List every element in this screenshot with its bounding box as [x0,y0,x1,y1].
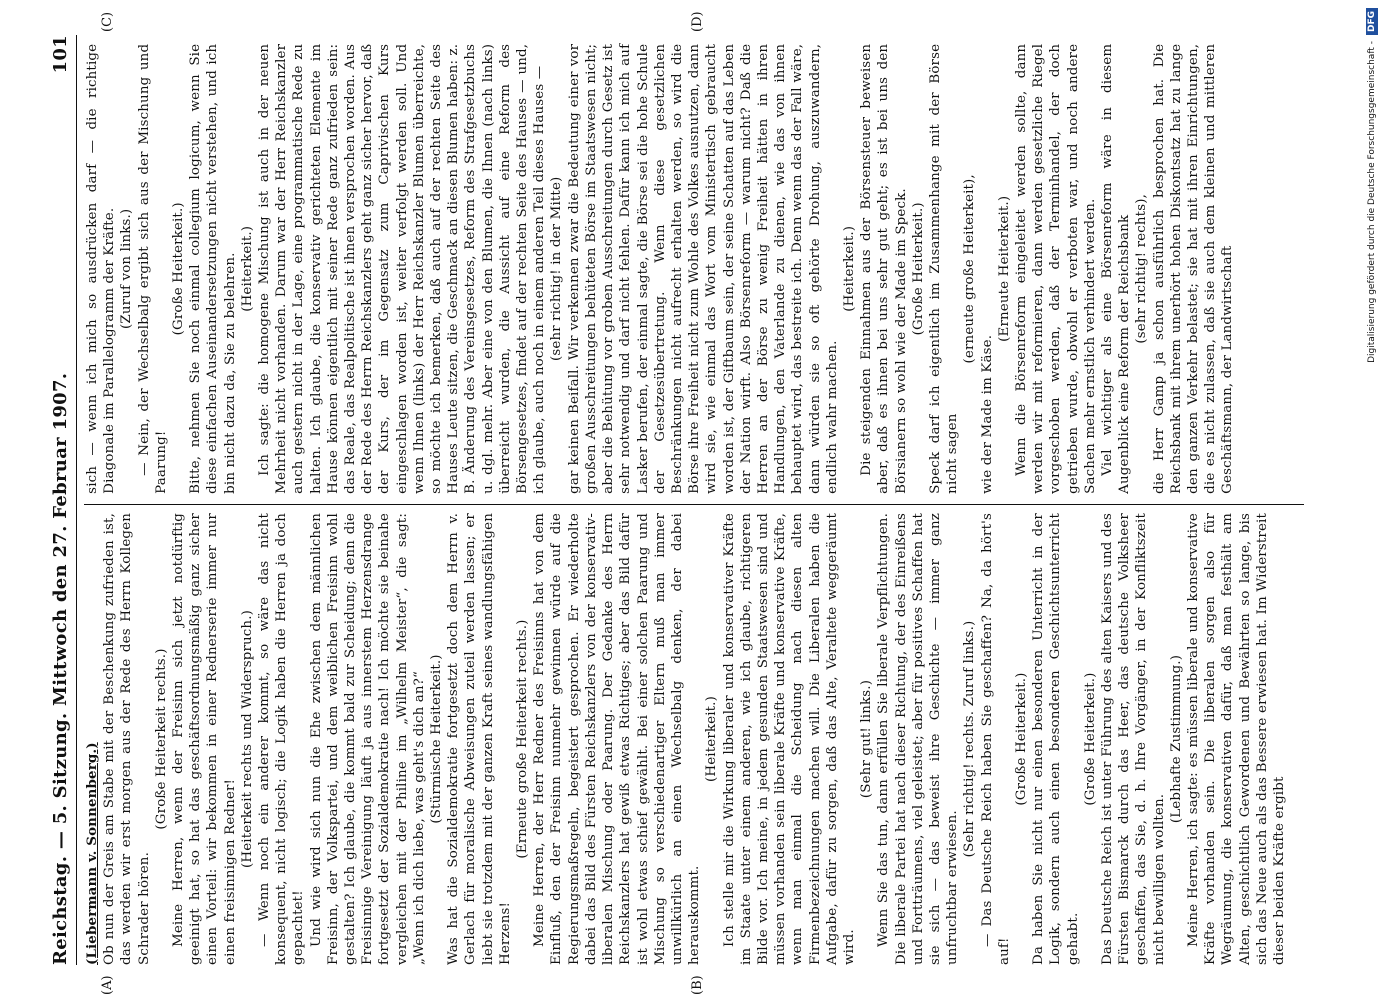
paragraph: die Herr Gamp ja schon ausführlich besprochen hat. Die Reichsbank mit ihrem unerhört hohen Diskontsatz hat zu lange den ganzen Verkehr belastet; sie hat mit ihren Einrichtungen, die es nicht zulassen, daß sie auch dem kleinen und mittleren Geschäftsmann, der Landwirtschaft [1151,43,1236,494]
right-column [84,44,1304,504]
speaker-name: (Liebermann v. Sonnenberg.) [84,742,100,965]
paragraph: Ich sagte: die homogene Mischung ist auch in der neuen Mehrheit nicht vorhanden. Darum war der Herr Reichskanzler auch gestern nicht in der Lage, eine programmatische Rede zu halten. Ich glaube, die konservativ gerichteten Elemente im Hause können eigentlich mit seiner Rede ganz zufrieden sein: das Reale, das Realpolitische ist ihnen versprochen worden. Aus der Rede des Herrn Reichskanzlers geht ganz sicher hervor, daß der Kurs, der im Gegensatz zum Caprivischen Kurs eingeschlagen worden ist, weiter verfolgt werden soll. Und wenn Ihnen (links) der Herr Reichskanzler Blumen überreichte, so möchte ich bemerken, daß auch auf der rechten Seite des Hauses Leute sitzen, die Geschmack an diesen Blumen haben: z. B. Änderung des Vereinsgesetzes, Reform des Strafgesetzbuchs u. dgl. mehr. Aber eine von den Blumen, die Ihnen (nach links) überreicht wurden, die Aussicht auf eine Reform des Börsengesetzes, findet auf der rechten Seite des Hauses — und, ich glaube, auch noch in einem anderen Teil dieses Hauses — [257,43,548,494]
interjection: (Heiterkeit rechts und Widerspruch.) [239,610,255,868]
margin-letter-a: (A) [100,975,115,995]
interjection: (Sehr richtig! rechts. Zuruf links.) [962,620,978,858]
interjection: (Heiterkeit.) [841,225,857,312]
paragraph: — Nein, der Wechselbalg ergibt sich aus der Mischung und Paarung! [136,43,169,494]
interjection: (sehr richtig! rechts), [1134,194,1150,344]
paragraph: Wenn Sie das tun, dann erfüllen Sie liberale Verpflichtungen. Die liberale Partei hat nach dieser Richtung, der des Einreißens und Fortträumens, viel geleistet; aber für positives Schaffen hat sie sich — das beweist ihre Geschichte — immer ganz unfruchtbar erwiesen. [876,513,961,965]
header-title: Reichstag. — 5. Sitzung. Mittwoch den 27. Februar 1907. [50,372,71,965]
paragraph: Ob nun der Greis am Stabe mit der Beschenkung zufrieden ist, das werden wir erst morgen aus der Rede des Herrn Kollegen Schrader hören. [102,513,152,965]
margin-letter-b: (B) [690,975,705,995]
interjection: (Stürmische Heiterkeit.) [429,654,445,824]
paragraph: Was hat die Sozialdemokratie fortgesetzt doch dem Herrn v. Gerlach für moralische Abweisungen zuteil werden lassen; er liebt sie trotzdem mit der ganzen Kraft seines wandlungsfähigen Herzens! [446,513,513,965]
interjection: (Große Heiterkeit.) [1013,672,1029,806]
margin-letter-c: (C) [100,11,115,32]
dfg-logo: DFG [1366,8,1378,35]
paragraph: Und wie wird sich nun die Ehe zwischen dem männlichen Freisinn, der Volkspartei, und dem weiblichen Freisinn wohl gestalten? Ich glaube, die kommt bald zur Scheidung; denn die Freisinnige Vereinigung läuft ja aus innerstem Herzensdrange fortgesetzt der Sozialdemokratie nach! Ich möchte sie beinahe vergleichen mit der Philine im „Wilhelm Meister“, die sagt: „Wenn ich dich liebe, was geht's dich an?“ [308,513,427,965]
paragraph: Meine Herren, wenn der Freisinn sich jetzt notdürftig geeinigt hat, so hat das geschäftsordnungsmäßig ganz sicher einen Vorteil: wir bekommen in einer Rednerserie immer nur einen freisinnigen Redner! [171,513,238,965]
digitization-note: Digitalisierung gefördert durch die Deutsche Forschungsgemeinschaft - [1367,41,1377,363]
paragraph: Wenn die Börsenreform eingeleitet werden sollte, dann werden wir mit reformieren, dann werden gesetzliche Riegel vorgeschoben werden, daß der Terminhandel, der doch getrieben wurde, obwohl er verboten war, und noch andere Sachen mehr ernstlich verhindert werden. [1013,43,1098,494]
paragraph: — Wenn noch ein anderer kommt, so wäre das nicht konsequent, nicht logisch; die Logik haben die Herren ja doch gepachtet! [257,513,307,965]
page-content [50,11,1310,995]
paragraph: — Das Deutsche Reich haben Sie geschaffen? Na, da hört's auf! [979,513,1012,965]
interjection: (Erneute große Heiterkeit rechts.) [515,619,531,859]
paragraph: wie der Made im Käse. [979,334,995,494]
margin-letter-d: (D) [690,11,705,32]
paragraph: Ich stelle mir die Wirkung liberaler und konservativer Kräfte im Staate unter einem anderen, wie ich glaube, richtigeren Bilde vor. Ich meine, in jedem gesunden Staatswesen sind und müssen vorhanden sein liberale Kräfte und konservative Kräfte, wenn man einmal die Scheidung nach diesen alten Firmenbezeichnungen machen will. Die Liberalen haben die Aufgabe, dafür zu sorgen, daß das Alte, Veraltete weggeräumt wird. [721,513,857,965]
interjection: (Große Heiterkeit rechts.) [153,648,169,830]
interjection: (Erneute Heiterkeit.) [996,195,1012,342]
paragraph: Bitte, nehmen Sie noch einmal collegium logicum, wenn Sie diese einfachen Auseinandersetzungen nicht verstehen, und ich bin nicht dazu da, Sie zu belehren. [188,43,238,494]
paragraph: Das Deutsche Reich ist unter Führung des alten Kaisers und des Fürsten Bismarck durch das Heer, das deutsche Volksheer geschaffen, das Sie, d. h. Ihre Vorgänger, in der Konfliktszeit nicht bewilligen wollten. [1099,513,1167,965]
interjection: (Große Heiterkeit.) [1082,672,1098,806]
interjection: (Große Heiterkeit.) [910,202,926,336]
side-note [1365,8,1379,992]
page-number: 101 [50,35,71,74]
page-header [50,35,77,965]
paragraph: Viel wichtiger als eine Börsenreform wäre in diesem Augenblick eine Reform der Reichsbank [1099,43,1133,494]
interjection: (Lebhafte Zustimmung.) [1168,654,1184,824]
interjection: (erneute große Heiterkeit), [962,174,978,364]
paragraph: Da haben Sie nicht nur einen besonderen Unterricht in der Logik, sondern auch einen besonderen Geschichtsunterricht gehabt. [1031,513,1081,965]
paragraph: gar keinen Beifall. Wir verkennen zwar die Bedeutung einer vor großen Ausschreitungen behüteten Börse im Staatswesen nicht; aber die Behütung vor groben Ausschreitungen durch Gesetz ist sehr notwendig und darf nicht fehlen. Dafür kann ich mich auf Lasker berufen, der einmal sagte, die Börse sei die hohe Schule der Gesetzesübertretung. Wenn diese gesetzlichen Beschränkungen nicht aufrecht erhalten werden, so wird die Börse ihre Freiheit nicht zum Wohle des Volkes ausnutzen, dann wird sie, wie einmal das Wort vom Ministertisch gebraucht worden ist, der Giftbaum sein, der seine Schatten auf das Leben der Nation wirft. Also Börsenreform — warum nicht? Daß die Herren an der Börse zu wenig Freiheit hätten in ihren Handlungen, den Vaterlande zu dienen, wie das von ihnen behauptet wird, das bestreite ich. Denn wenn das der Fall wäre, dann würden sie so oft gehörte Drohung, auszuwandern, endlich wahr machen. [566,43,840,494]
interjection: (sehr richtig! in der Mitte) [549,176,565,362]
interjection: (Große Heiterkeit.) [171,202,187,336]
columns [84,35,1304,965]
paragraph: Speck darf ich eigentlich im Zusammenhange mit der Börse nicht sagen [927,43,961,494]
interjection: (Heiterkeit.) [704,696,720,782]
left-column [84,505,1304,965]
interjection: (Sehr gut! links.) [859,679,875,799]
paragraph: sich — wenn ich mich so ausdrücken darf — die richtige Diagonale im Parallelogramm der Kräfte. [85,43,118,494]
paragraph: Die steigenden Einnahmen aus der Börsensteuer beweisen aber, daß es ihnen bei uns sehr gut geht; es ist bei uns den Börsianern so wohl wie der Made im Speck. [859,43,909,494]
paragraph: Meine Herren, ich sagte: es müssen liberale und konservative Kräfte vorhanden sein. Die liberalen sorgen also für Wegräumung, die konservativen dafür, daß man festhält am Alten, geschichtlich Gewordenen und Bewährten so lange, bis sich das Neue auch als das Bessere erwiesen hat. Im Widerstreit dieser beiden Kräfte ergibt [1186,513,1288,965]
interjection: (Heiterkeit.) [239,225,255,312]
interjection: (Zuruf von links.) [119,208,135,329]
paragraph: Meine Herren, der Herr Redner des Freisinns hat von dem Einfluß, den der Freisinn nunmehr gewinnen würde auf die Regierungsmaßregeln, begeistert gesprochen. Er wiederholte dabei das Bild des Fürsten Reichskanzlers von der konservativ-liberalen Mischung oder Paarung. Der Gedanke des Herrn Reichskanzlers hat gewiß etwas Richtiges; aber das Bild dafür ist wohl etwas schief gewählt. Bei einer solchen Paarung und Mischung so verschiedenartiger Eltern muß man immer unwillkürlich an einen Wechselbalg denken, der dabei herauskommt. [532,513,703,965]
